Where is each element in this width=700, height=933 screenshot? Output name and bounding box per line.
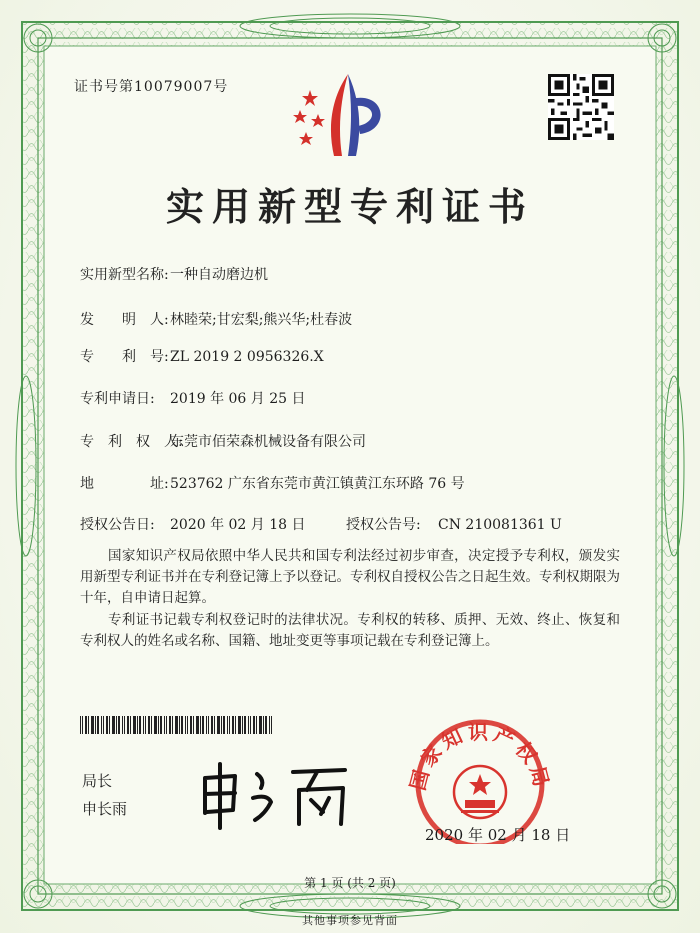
field-value: 一种自动磨边机 [170, 267, 268, 283]
certificate-title: 实用新型专利证书 [165, 185, 534, 229]
field-inventors [80, 309, 352, 329]
field-utility-model-name [80, 264, 268, 284]
director-signature [195, 758, 365, 833]
patent-office-logo [290, 70, 400, 160]
announcement-date-value: 2020 年 02 月 18 日 [170, 517, 306, 533]
page-number: 第 1 页 (共 2 页) [304, 876, 396, 890]
field-label: 专利申请日: [80, 391, 155, 407]
field-value: 523762 广东省东莞市黄江镇黄江东环路 76 号 [170, 476, 465, 492]
field-label: 发 明 人: [80, 312, 169, 328]
grant-paragraph: 国家知识产权局依照中华人民共和国专利法经过初步审查，决定授予专利权，颁发实用新型专利证书并在专利登记簿上予以登记。专利权自授权公告之日起生效。专利权期限为十年，自申请日起算。 [80, 548, 620, 606]
field-value: 林睦荣;甘宏梨;熊兴华;杜春波 [170, 312, 353, 328]
announcement-date-label: 授权公告日: [80, 517, 155, 533]
certificate-number: 证书号第10079007号 [74, 79, 229, 95]
field-application-date [80, 388, 306, 408]
field-address [80, 473, 465, 493]
field-value: 2019 年 06 月 25 日 [170, 391, 306, 407]
field-value: ZL 2019 2 0956326.X [170, 349, 324, 365]
field-patentee [80, 431, 366, 451]
field-value: 东莞市佰荣森机械设备有限公司 [170, 434, 366, 450]
qr-code [548, 74, 614, 140]
seal-text: 国家知识产权局 [405, 719, 555, 793]
legal-status-paragraph: 专利证书记载专利权登记时的法律状况。专利权的转移、质押、无效、终止、恢复和专利权人的姓名或名称、国籍、地址变更等事项记载在专利登记簿上。 [80, 612, 620, 649]
announcement-number-value: CN 210081361 U [438, 517, 562, 533]
field-label: 专 利 权 人: [80, 434, 183, 450]
seal-date: 2020 年 02 月 18 日 [425, 826, 571, 844]
director-title: 局长 [82, 772, 113, 790]
field-patent-number [80, 346, 324, 366]
footnote: 其他事项参见背面 [302, 914, 398, 927]
field-label: 实用新型名称: [80, 267, 169, 283]
announcement-number-label: 授权公告号: [346, 517, 421, 533]
barcode [80, 716, 275, 734]
field-label: 地 址: [80, 476, 169, 492]
director-name: 申长雨 [82, 800, 128, 818]
field-announcement [80, 514, 562, 534]
field-label: 专 利 号: [80, 349, 169, 365]
